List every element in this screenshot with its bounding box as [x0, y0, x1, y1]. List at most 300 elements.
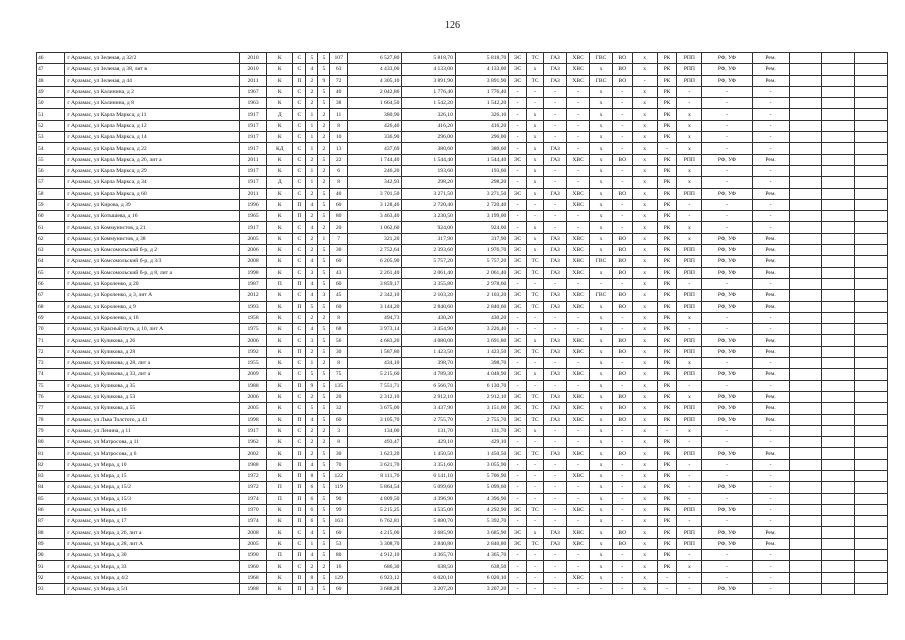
table-cell: П	[267, 482, 293, 493]
table-cell: 4 809,50	[347, 493, 402, 504]
table-cell: г Арзамас, ул Куликова, д 55	[65, 403, 240, 414]
table-cell: -	[544, 132, 567, 143]
table-cell: 2 042,86	[347, 86, 402, 97]
table-cell: 78	[37, 414, 65, 425]
table-cell: 85	[37, 493, 65, 504]
table-cell: Рем.	[752, 256, 789, 267]
table-cell: ГАЗ	[544, 403, 567, 414]
table-cell: ГВС	[590, 256, 613, 267]
table-cell: х	[632, 177, 657, 188]
table-cell: К	[267, 199, 293, 210]
table-cell: 1967	[239, 86, 266, 97]
table-cell: х	[677, 425, 702, 436]
table-cell: ГАЗ	[544, 369, 567, 380]
table-cell: 1 423,50	[455, 346, 508, 357]
table-row	[37, 414, 888, 425]
table-cell: г Арзамас, ул Куликова, д 26	[65, 335, 240, 346]
table-cell: 1 450,50	[455, 448, 508, 459]
table-cell: РПП	[677, 53, 702, 64]
table-cell: 2 103,20	[455, 290, 508, 301]
table-cell: -	[526, 98, 543, 109]
table-cell: -	[752, 470, 789, 481]
table-cell: х	[632, 504, 657, 515]
table-cell: РФ, УФ	[702, 245, 752, 256]
table-cell: Рем.	[752, 414, 789, 425]
table-cell	[789, 312, 822, 323]
table-cell: 1988	[239, 459, 266, 470]
table-cell: 2	[306, 391, 318, 402]
table-cell: 3 308,70	[347, 538, 402, 549]
table-cell: 4 215,00	[347, 527, 402, 538]
table-cell: ГАЗ	[544, 414, 567, 425]
table-cell: -	[544, 516, 567, 527]
table-cell: 88	[37, 527, 65, 538]
table-cell: -	[544, 380, 567, 391]
table-cell: 2006	[239, 335, 266, 346]
table-cell: г Арзамас, ул Короленко, д 16	[65, 312, 240, 323]
table-cell: 2 912,10	[455, 391, 508, 402]
table-cell: -	[657, 425, 677, 436]
table-row	[37, 437, 888, 448]
table-cell: РК	[657, 470, 677, 481]
table-cell: 3	[306, 335, 318, 346]
table-cell: -	[677, 86, 702, 97]
table-cell	[789, 459, 822, 470]
table-cell: 72	[37, 346, 65, 357]
table-cell	[855, 550, 888, 561]
table-cell: 6 566,70	[402, 380, 455, 391]
table-cell: 50	[37, 98, 65, 109]
table-cell: -	[544, 324, 567, 335]
table-cell: РФ, УФ	[702, 538, 752, 549]
table-cell: -	[509, 98, 526, 109]
table-cell: -	[567, 425, 590, 436]
table-cell: 1917	[239, 222, 266, 233]
table-cell	[822, 482, 855, 493]
table-cell: 3 437,90	[402, 403, 455, 414]
table-cell	[855, 165, 888, 176]
table-cell: х	[590, 233, 613, 244]
table-cell: 6	[306, 482, 318, 493]
table-cell	[855, 98, 888, 109]
table-cell: -	[702, 120, 752, 131]
table-cell: 2	[306, 233, 318, 244]
table-cell: -	[544, 199, 567, 210]
table-cell	[789, 504, 822, 515]
table-cell: х	[632, 369, 657, 380]
table-cell: -	[544, 550, 567, 561]
table-cell: ХВС	[567, 572, 590, 583]
table-cell: 5 706,90	[455, 470, 508, 481]
table-cell: -	[567, 86, 590, 97]
table-cell: 32	[330, 403, 347, 414]
table-cell: 3 675,00	[347, 403, 402, 414]
table-cell: 65	[37, 267, 65, 278]
table-cell: ВО	[612, 245, 632, 256]
table-cell: -	[752, 177, 789, 188]
table-cell: х	[632, 165, 657, 176]
table-cell: 193,60	[402, 165, 455, 176]
table-cell: 3 128,46	[347, 199, 402, 210]
table-cell: 1960	[239, 561, 266, 572]
table-cell: -	[567, 120, 590, 131]
table-cell: г Арзамас, ул Калинина, д 8	[65, 98, 240, 109]
table-cell: х	[677, 391, 702, 402]
table-cell: 1917	[239, 109, 266, 120]
table-cell: 5	[318, 572, 330, 583]
table-cell: х	[677, 143, 702, 154]
table-cell: РФ, УФ	[702, 504, 752, 515]
table-cell: РК	[657, 267, 677, 278]
table-cell: ТС	[526, 301, 543, 312]
table-cell: К	[267, 233, 293, 244]
table-cell: 3 199,00	[455, 211, 508, 222]
table-cell: -	[677, 583, 702, 594]
table-cell: 5	[306, 53, 318, 64]
table-cell: ВО	[612, 403, 632, 414]
table-cell: х	[526, 222, 543, 233]
table-cell: ГАЗ	[544, 245, 567, 256]
table-cell: РК	[657, 165, 677, 176]
table-cell: РФ, УФ	[702, 53, 752, 64]
table-cell: К	[267, 561, 293, 572]
table-cell: 74	[37, 369, 65, 380]
table-cell: 1 542,20	[402, 98, 455, 109]
table-cell: 2 261,40	[347, 267, 402, 278]
table-cell: ВО	[612, 267, 632, 278]
table-cell	[822, 233, 855, 244]
table-cell: К	[267, 583, 293, 594]
table-cell: х	[632, 527, 657, 538]
table-cell: ТС	[526, 403, 543, 414]
table-cell: 4 292,90	[455, 504, 508, 515]
table-cell: С	[293, 53, 306, 64]
table-cell: 30	[330, 448, 347, 459]
table-cell	[789, 324, 822, 335]
table-cell	[789, 64, 822, 75]
table-cell: С	[293, 527, 306, 538]
table-cell: х	[632, 98, 657, 109]
table-cell: -	[752, 437, 789, 448]
table-cell: 3 859,17	[347, 278, 402, 289]
table-cell: 60	[330, 199, 347, 210]
table-cell: С	[293, 177, 306, 188]
table-cell	[855, 561, 888, 572]
table-cell: -	[544, 222, 567, 233]
table-cell: 4	[306, 199, 318, 210]
table-cell: ЭС	[509, 233, 526, 244]
table-cell	[789, 143, 822, 154]
table-cell	[789, 267, 822, 278]
table-cell: Д	[267, 177, 293, 188]
table-cell: РК	[657, 459, 677, 470]
table-cell: -	[702, 98, 752, 109]
table-cell: К	[267, 504, 293, 515]
table-cell: ГАЗ	[544, 391, 567, 402]
table-cell: -	[752, 459, 789, 470]
table-cell: ЭС	[509, 245, 526, 256]
table-row	[37, 267, 888, 278]
table-cell: х	[677, 120, 702, 131]
table-cell	[789, 572, 822, 583]
table-cell: 54	[37, 143, 65, 154]
table-cell: К	[267, 403, 293, 414]
table-cell: 3 973,14	[347, 324, 402, 335]
table-cell: 2 342,10	[347, 290, 402, 301]
table-cell	[789, 86, 822, 97]
table-cell: ВО	[612, 538, 632, 549]
table-cell: РФ, УФ	[702, 391, 752, 402]
table-cell: 90	[330, 493, 347, 504]
table-cell: 2	[306, 245, 318, 256]
table-cell	[789, 482, 822, 493]
table-cell: 43	[330, 267, 347, 278]
table-cell: РФ, УФ	[702, 369, 752, 380]
table-cell: ТС	[526, 346, 543, 357]
table-cell: -	[752, 493, 789, 504]
table-cell: г Арзамас, ул Ленина, д 11	[65, 425, 240, 436]
table-cell: ТС	[526, 75, 543, 86]
table-cell: 336,90	[347, 132, 402, 143]
table-cell: х	[632, 380, 657, 391]
table-cell: х	[677, 132, 702, 143]
table-cell: 924,00	[455, 222, 508, 233]
table-cell: РПП	[677, 290, 702, 301]
table-row	[37, 324, 888, 335]
table-cell: -	[752, 358, 789, 369]
table-row	[37, 211, 888, 222]
table-cell: х	[590, 516, 613, 527]
table-cell: г Арзамас, ул Куликова, д 53	[65, 391, 240, 402]
table-cell	[822, 550, 855, 561]
table-cell: 6 923,12	[347, 572, 402, 583]
table-cell: 22	[330, 154, 347, 165]
table-cell: г Арзамас, ул Мира, д 15	[65, 470, 240, 481]
table-cell: 298,20	[455, 177, 508, 188]
table-cell: -	[612, 132, 632, 143]
table-cell: 3	[318, 290, 330, 301]
table-cell: -	[677, 482, 702, 493]
table-cell: 686,30	[347, 561, 402, 572]
table-cell: -	[677, 211, 702, 222]
table-cell: РК	[657, 188, 677, 199]
table-cell	[789, 109, 822, 120]
table-cell: х	[632, 245, 657, 256]
table-cell: 1972	[239, 470, 266, 481]
table-cell	[789, 414, 822, 425]
table-cell: ХВС	[567, 391, 590, 402]
table-cell: 13	[330, 143, 347, 154]
table-cell: 1 744,40	[347, 154, 402, 165]
table-cell: ГАЗ	[544, 448, 567, 459]
table-cell: 131,70	[402, 425, 455, 436]
table-cell: -	[526, 561, 543, 572]
table-cell: г Арзамас, ул Мира, д 16	[65, 504, 240, 515]
table-cell: -	[509, 583, 526, 594]
table-cell: х	[526, 527, 543, 538]
table-cell: г Арзамас, ул Мира, д 28, лит А	[65, 538, 240, 549]
table-cell	[789, 403, 822, 414]
table-cell	[789, 583, 822, 594]
table-cell: -	[702, 358, 752, 369]
table-cell: РК	[657, 199, 677, 210]
table-cell: РПП	[677, 245, 702, 256]
table-cell: -	[752, 583, 789, 594]
table-cell	[822, 561, 855, 572]
table-cell: 68	[330, 324, 347, 335]
table-cell: х	[590, 425, 613, 436]
table-cell: 429,10	[402, 437, 455, 448]
table-cell: К	[267, 437, 293, 448]
table-cell: ВО	[612, 233, 632, 244]
table-cell: 3 685,90	[402, 527, 455, 538]
table-row	[37, 86, 888, 97]
table-cell: х	[526, 165, 543, 176]
table-cell: С	[293, 222, 306, 233]
table-cell: х	[590, 177, 613, 188]
table-cell: 1958	[239, 312, 266, 323]
table-cell: -	[612, 358, 632, 369]
table-cell: 9	[318, 75, 330, 86]
table-cell: 434,10	[347, 358, 402, 369]
table-cell: х	[632, 358, 657, 369]
table-cell: -	[509, 278, 526, 289]
table-cell: х	[590, 437, 613, 448]
table-cell: РК	[657, 233, 677, 244]
table-cell: С	[293, 154, 306, 165]
table-cell: -	[526, 583, 543, 594]
table-cell: П	[293, 301, 306, 312]
table-cell: -	[509, 120, 526, 131]
table-cell: х	[526, 245, 543, 256]
table-cell: 6	[306, 493, 318, 504]
table-cell: х	[632, 572, 657, 583]
table-cell	[822, 437, 855, 448]
table-cell	[822, 346, 855, 357]
table-cell	[789, 154, 822, 165]
table-cell: -	[612, 425, 632, 436]
table-cell: ХВС	[567, 290, 590, 301]
table-cell: ЭС	[509, 527, 526, 538]
table-cell: РК	[657, 53, 677, 64]
table-cell: 2010	[239, 64, 266, 75]
table-cell: 5 392,70	[455, 516, 508, 527]
table-cell: 2005	[239, 403, 266, 414]
table-cell	[855, 256, 888, 267]
table-cell: -	[509, 572, 526, 583]
table-cell: -	[567, 109, 590, 120]
table-cell: -	[612, 98, 632, 109]
table-cell: -	[677, 516, 702, 527]
table-cell: 99	[330, 504, 347, 515]
table-cell: -	[632, 75, 657, 86]
table-row	[37, 550, 888, 561]
table-cell: ГАЗ	[544, 75, 567, 86]
table-cell: 2 840,60	[455, 301, 508, 312]
table-cell: С	[293, 245, 306, 256]
table-cell	[822, 154, 855, 165]
table-cell: х	[632, 278, 657, 289]
table-cell: г Арзамас, ул Карла Маркса, д 34	[65, 177, 240, 188]
table-cell: ХВС	[567, 301, 590, 312]
table-cell: 4 535,00	[402, 504, 455, 515]
table-cell: ХВС	[567, 369, 590, 380]
table-cell: 62	[37, 233, 65, 244]
table-cell: РПП	[677, 188, 702, 199]
table-cell: 49	[37, 86, 65, 97]
table-cell: 416,20	[402, 120, 455, 131]
table-cell: 2	[306, 75, 318, 86]
table-cell: ВО	[612, 414, 632, 425]
table-cell: г Арзамас, ул Карла Маркса, д 14	[65, 132, 240, 143]
table-cell: 2	[318, 120, 330, 131]
table-cell	[855, 414, 888, 425]
table-cell: ХВС	[567, 233, 590, 244]
table-cell: 3 701,50	[347, 188, 402, 199]
table-cell: 1 664,50	[347, 98, 402, 109]
table-cell	[789, 256, 822, 267]
table-cell: 3 351,60	[402, 459, 455, 470]
table-cell: 4 133,00	[402, 64, 455, 75]
table-cell: х	[632, 403, 657, 414]
table-cell: 1988	[239, 583, 266, 594]
table-cell: К	[267, 53, 293, 64]
table-cell	[789, 335, 822, 346]
table-cell: ГАЗ	[544, 256, 567, 267]
table-cell: 90	[37, 550, 65, 561]
table-cell: -	[526, 278, 543, 289]
table-cell: г Арзамас, ул Мира, д 30	[65, 550, 240, 561]
table-cell: РК	[657, 448, 677, 459]
table-cell: С	[293, 425, 306, 436]
table-cell: 398,70	[455, 358, 508, 369]
table-cell	[822, 527, 855, 538]
table-cell: 67	[37, 290, 65, 301]
table-cell: РК	[657, 504, 677, 515]
table-cell: 2 061,40	[402, 267, 455, 278]
table-cell: РПП	[677, 256, 702, 267]
table-cell: 2 103,20	[402, 290, 455, 301]
table-cell: 71	[37, 335, 65, 346]
table-cell	[855, 425, 888, 436]
table-cell: ХВС	[567, 448, 590, 459]
table-cell: 4 789,30	[402, 369, 455, 380]
table-cell	[789, 470, 822, 481]
table-cell: х	[632, 312, 657, 323]
table-cell: 296,00	[402, 132, 455, 143]
table-cell: -	[677, 572, 702, 583]
table-cell: 3 891,90	[402, 75, 455, 86]
table-cell: К	[267, 425, 293, 436]
table-cell: -	[752, 312, 789, 323]
table-cell: 5	[318, 256, 330, 267]
table-cell: ГАЗ	[544, 301, 567, 312]
table-cell: РК	[657, 98, 677, 109]
table-cell: г Арзамас, ул Карла Маркса, д 60	[65, 188, 240, 199]
table-cell: -	[702, 132, 752, 143]
table-row	[37, 98, 888, 109]
table-cell	[855, 132, 888, 143]
table-cell: -	[590, 278, 613, 289]
table-cell: 9	[306, 380, 318, 391]
table-cell: х	[526, 132, 543, 143]
table-cell: -	[612, 572, 632, 583]
table-cell: 430,20	[402, 312, 455, 323]
table-row	[37, 165, 888, 176]
table-cell: П	[293, 211, 306, 222]
table-cell: ЭС	[509, 301, 526, 312]
table-cell: -	[567, 132, 590, 143]
